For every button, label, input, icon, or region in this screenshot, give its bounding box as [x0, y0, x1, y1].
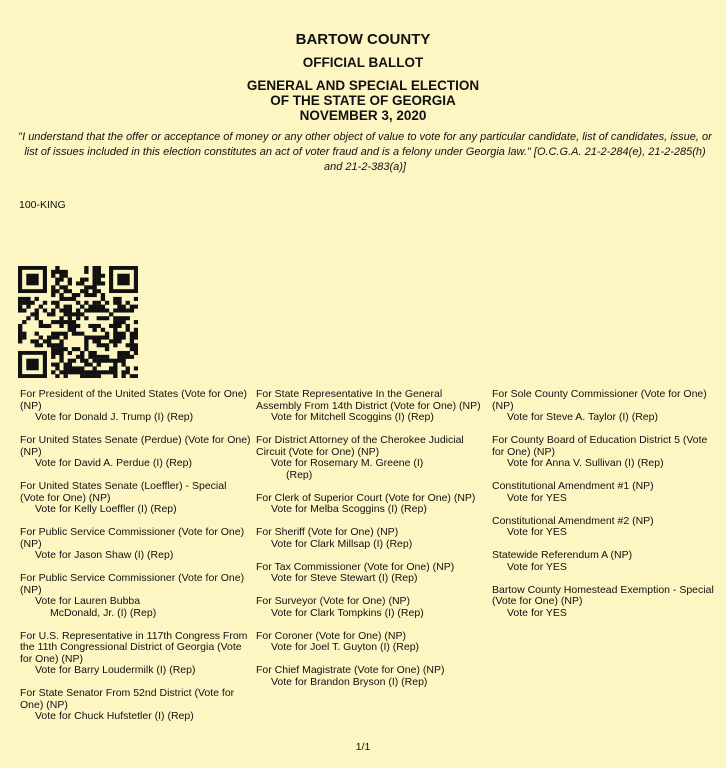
- contest-choice: Vote for Lauren Bubba: [35, 595, 141, 607]
- election-date: NOVEMBER 3, 2020: [299, 108, 427, 123]
- contest-title: For Clerk of Superior Court (Vote for One) (NP): [256, 491, 476, 504]
- contest-title: For U.S. Representative in 117th Congress From the 11th Congressional District of Georgia (Vote for One) (NP): [20, 629, 248, 665]
- contest-choice: Vote for David A. Perdue (I) (Rep): [35, 457, 192, 469]
- contest-block: [492, 516, 720, 539]
- contest-choice: Vote for Brandon Bryson (I) (Rep): [271, 675, 428, 688]
- contest-choice: Vote for Donald J. Trump (I) (Rep): [35, 411, 194, 423]
- voter-fraud-notice: "I understand that the offer or acceptance of money or any other object of value to vote for any particular candidate, list of candidates, issue, or list of issues included in this election constitutes an act of voter fraud and is a felony under Georgia law." [O.C.G.A. 21-2-284(e), 21-2-285(h) and 21-2-383(a)]: [18, 131, 712, 173]
- page-number: 1/1: [355, 741, 371, 753]
- contest-block: [492, 435, 720, 470]
- contest-choice: Vote for Kelly Loeffler (I) (Rep): [35, 503, 177, 515]
- county-title: BARTOW COUNTY: [295, 31, 431, 48]
- contest-block: [256, 435, 488, 481]
- contest-block: [20, 527, 252, 562]
- contest-title: For United States Senate (Perdue) (Vote for One) (NP): [20, 434, 251, 458]
- contest-title: Constitutional Amendment #1 (NP): [492, 480, 654, 492]
- contest-title: For Chief Magistrate (Vote for One) (NP): [256, 664, 445, 676]
- contest-block: [20, 631, 252, 677]
- qr-code-icon: [18, 266, 138, 378]
- contest-choice: Vote for YES: [507, 491, 567, 504]
- contest-block: [492, 389, 720, 424]
- contest-block: [256, 562, 488, 585]
- contest-block: [20, 481, 252, 516]
- contest-title: For State Senator From 52nd District (Vote for One) (NP): [20, 687, 235, 711]
- contest-title: For President of the United States (Vote for One) (NP): [20, 388, 248, 412]
- contest-choice: Vote for Mitchell Scoggins (I) (Rep): [271, 411, 434, 423]
- contest-title: For Sole County Commissioner (Vote for One) (NP): [492, 388, 707, 412]
- contest-title: Statewide Referendum A (NP): [492, 549, 633, 561]
- contest-choice: Vote for Steve Stewart (I) (Rep): [271, 572, 418, 584]
- contest-block: [256, 596, 488, 619]
- contest-title: For Sheriff (Vote for One) (NP): [256, 526, 399, 538]
- contest-title: For Public Service Commissioner (Vote for One) (NP): [20, 572, 245, 596]
- contest-block: [20, 389, 252, 424]
- contest-choice: Vote for Melba Scoggins (I) (Rep): [271, 503, 427, 515]
- contest-choice: Vote for Rosemary M. Greene (I): [271, 457, 424, 469]
- contest-block: [256, 631, 488, 654]
- contest-title: For Public Service Commissioner (Vote for One) (NP): [20, 526, 245, 550]
- contest-block: [256, 389, 488, 424]
- contest-block: [256, 665, 488, 688]
- contest-block: [20, 573, 252, 619]
- election-title: [0, 78, 726, 123]
- contest-choice: Vote for YES: [507, 560, 567, 573]
- contest-title: For Coroner (Vote for One) (NP): [256, 629, 406, 642]
- ballot-column-3: [492, 389, 720, 631]
- contest-block: [20, 688, 252, 723]
- contest-block: [20, 435, 252, 470]
- election-line-2: OF THE STATE OF GEORGIA: [270, 93, 456, 108]
- contest-title: For District Attorney of the Cherokee Judicial Circuit (Vote for One) (NP): [256, 434, 464, 458]
- contest-choice: Vote for Chuck Hufstetler (I) (Rep): [35, 710, 194, 722]
- contest-block: [492, 585, 720, 620]
- contest-choice-continued: (Rep): [286, 468, 313, 481]
- ballot-column-2: [256, 389, 488, 700]
- contest-choice: Vote for YES: [507, 606, 567, 619]
- contest-title: Constitutional Amendment #2 (NP): [492, 514, 654, 527]
- contest-title: For Surveyor (Vote for One) (NP): [256, 595, 411, 607]
- contest-choice: Vote for Clark Tompkins (I) (Rep): [271, 606, 424, 619]
- contest-choice: Vote for Jason Shaw (I) (Rep): [35, 549, 174, 561]
- contest-choice-continued: McDonald, Jr. (I) (Rep): [50, 606, 157, 619]
- contest-title: For County Board of Education District 5 (Vote for One) (NP): [492, 434, 708, 458]
- contest-choice: Vote for Clark Millsap (I) (Rep): [271, 537, 413, 550]
- ballot-type: OFFICIAL BALLOT: [302, 55, 424, 70]
- contest-choice: Vote for Anna V. Sullivan (I) (Rep): [507, 457, 664, 469]
- contest-title: Bartow County Homestead Exemption - Special (Vote for One) (NP): [492, 583, 714, 607]
- contest-choice: Vote for Steve A. Taylor (I) (Rep): [507, 411, 658, 423]
- contest-choice: Vote for Barry Loudermilk (I) (Rep): [35, 664, 196, 676]
- contest-title: For United States Senate (Loeffler) - Special (Vote for One) (NP): [20, 480, 227, 504]
- precinct-code: 100-KING: [19, 199, 66, 211]
- contest-title: For State Representative In the General Assembly From 14th District (Vote for One) (NP): [256, 388, 481, 412]
- ballot-column-1: [20, 389, 252, 734]
- contest-block: [492, 481, 720, 504]
- contest-block: [492, 550, 720, 573]
- contest-choice: Vote for Joel T. Guyton (I) (Rep): [271, 641, 420, 653]
- election-line-1: GENERAL AND SPECIAL ELECTION: [246, 78, 480, 93]
- contest-block: [256, 493, 488, 516]
- contest-title: For Tax Commissioner (Vote for One) (NP): [256, 560, 455, 573]
- contest-block: [256, 527, 488, 550]
- contest-choice: Vote for YES: [507, 526, 567, 538]
